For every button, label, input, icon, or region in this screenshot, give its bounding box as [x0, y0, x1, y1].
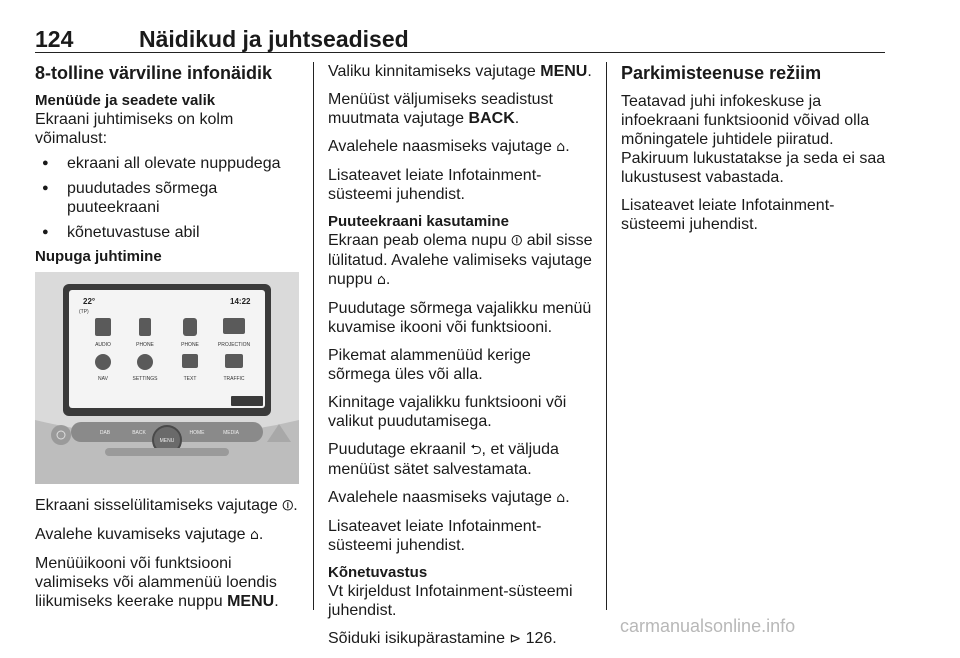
paragraph: Menüüikooni või funktsiooni valimiseks või alammenüü loendis liikumiseks keerake nuppu MENU.	[35, 555, 279, 610]
paragraph: Ekraan peab olema nupu ⏼ abil sisse lülitatud. Avalehe valimiseks vajutage nuppu ⌂.	[328, 232, 593, 288]
paragraph: Pikemat alammenüüd kerige sõrmega üles või alla.	[328, 347, 531, 383]
list-item: ● puudutades sõrmega puuteekraani	[35, 179, 303, 217]
paragraph: Teatavad juhi infokeskuse ja infoekraani funktsioonid võivad olla mõningatele juhtidele piiratud. Pakiruum lukustatakse ja seda ei saa lukustusest vabastada.	[621, 93, 886, 186]
paragraph: Valiku kinnitamiseks vajutage MENU.	[328, 63, 592, 80]
page-title: Näidikud ja juhtseadised	[139, 26, 409, 52]
projection-tile-icon[interactable]	[223, 318, 245, 334]
home-icon: ⌂	[249, 527, 259, 543]
column-2	[328, 62, 593, 658]
infotainment-photo	[35, 272, 299, 484]
tp-label: (TP)	[79, 309, 89, 315]
back-arrow-icon: ⮌	[470, 442, 482, 458]
list-item: ● ekraani all olevate nuppudega	[35, 154, 303, 173]
subheading: Menüüde ja seadete valik	[35, 92, 216, 109]
paragraph: Ekraani sisselülitamiseks vajutage ⏼.	[35, 497, 298, 514]
column-divider	[313, 62, 314, 610]
text-tile-icon[interactable]	[182, 354, 198, 368]
media-button[interactable]: MEDIA	[223, 430, 239, 436]
tile-label: PHONE	[181, 342, 199, 348]
paragraph: Vt kirjeldust Infotainment-süsteemi juhendist.	[328, 583, 573, 619]
tile-label: NAV	[98, 376, 108, 382]
column-divider	[606, 62, 607, 610]
settings-tile-icon[interactable]	[137, 354, 153, 370]
screen-handle	[231, 396, 263, 406]
tile-label: SETTINGS	[132, 376, 158, 382]
tile-label: PHONE	[136, 342, 154, 348]
home-button[interactable]: HOME	[189, 430, 205, 436]
paragraph: Lisateavet leiate Infotainment-süsteemi juhendist.	[621, 197, 835, 233]
paragraph: Puudutage sõrmega vajalikku menüü kuvamise ikooni või funktsiooni.	[328, 300, 592, 336]
audio-tile-icon[interactable]	[95, 318, 111, 336]
power-icon: ⏼	[511, 233, 523, 249]
phone-tile-icon[interactable]	[183, 318, 197, 336]
tile-label: PROJECTION	[217, 342, 251, 348]
nav-tile-icon[interactable]	[95, 354, 111, 370]
paragraph: Avalehele naasmiseks vajutage ⌂.	[328, 138, 570, 155]
list-item: ● kõnetuvastuse abil	[35, 223, 303, 242]
subheading: Nupuga juhtimine	[35, 248, 162, 265]
page-header	[35, 26, 885, 53]
home-icon: ⌂	[556, 139, 566, 155]
tile-label: TRAFFIC	[223, 376, 245, 382]
paragraph: Lisateavet leiate Infotainment-süsteemi juhendist.	[328, 167, 542, 203]
home-icon: ⌂	[376, 272, 386, 288]
phone-tile-icon[interactable]	[139, 318, 151, 336]
section-heading: 8-tolline värviline infonäidik	[35, 63, 273, 83]
page-ref-icon: ⊳	[509, 631, 522, 647]
column-3	[621, 62, 891, 243]
home-icon: ⌂	[556, 490, 566, 506]
traffic-tile-icon[interactable]	[225, 354, 243, 368]
subheading: Kõnetuvastus	[328, 564, 428, 581]
section-heading: Parkimisteenuse režiim	[621, 63, 822, 83]
page-number: 124	[35, 26, 74, 52]
tile-label: TEXT	[183, 376, 197, 382]
power-button[interactable]	[51, 425, 71, 445]
power-icon: ⏼	[282, 498, 294, 514]
dab-button[interactable]: DAB	[99, 430, 111, 436]
temperature-label: 22°	[83, 297, 96, 306]
paragraph: Puudutage ekraanil ⮌, et väljuda menüüst sätet salvestamata.	[328, 441, 559, 478]
tile-label: AUDIO	[95, 342, 111, 348]
subheading: Puuteekraani kasutamine	[328, 213, 509, 230]
clock-label: 14:22	[230, 297, 251, 306]
paragraph: Kinnitage vajalikku funktsiooni või valikut puudutamisega.	[328, 394, 567, 430]
cross-reference: Sõiduki isikupärastamine ⊳ 126.	[328, 630, 557, 647]
menu-knob-label: MENU	[159, 438, 175, 444]
column-1	[35, 62, 303, 620]
paragraph: Lisateavet leiate Infotainment-süsteemi juhendist.	[328, 518, 542, 554]
watermark: carmanualsonline.info	[620, 616, 796, 636]
paragraph: Menüüst väljumiseks seadistust muutmata vajutage BACK.	[328, 91, 553, 127]
paragraph: Ekraani juhtimiseks on kolm võimalust:	[35, 111, 234, 147]
bullet-list	[35, 154, 303, 242]
paragraph: Avalehele naasmiseks vajutage ⌂.	[328, 489, 570, 506]
back-button[interactable]: BACK	[132, 430, 146, 436]
paragraph: Avalehe kuvamiseks vajutage ⌂.	[35, 526, 264, 543]
